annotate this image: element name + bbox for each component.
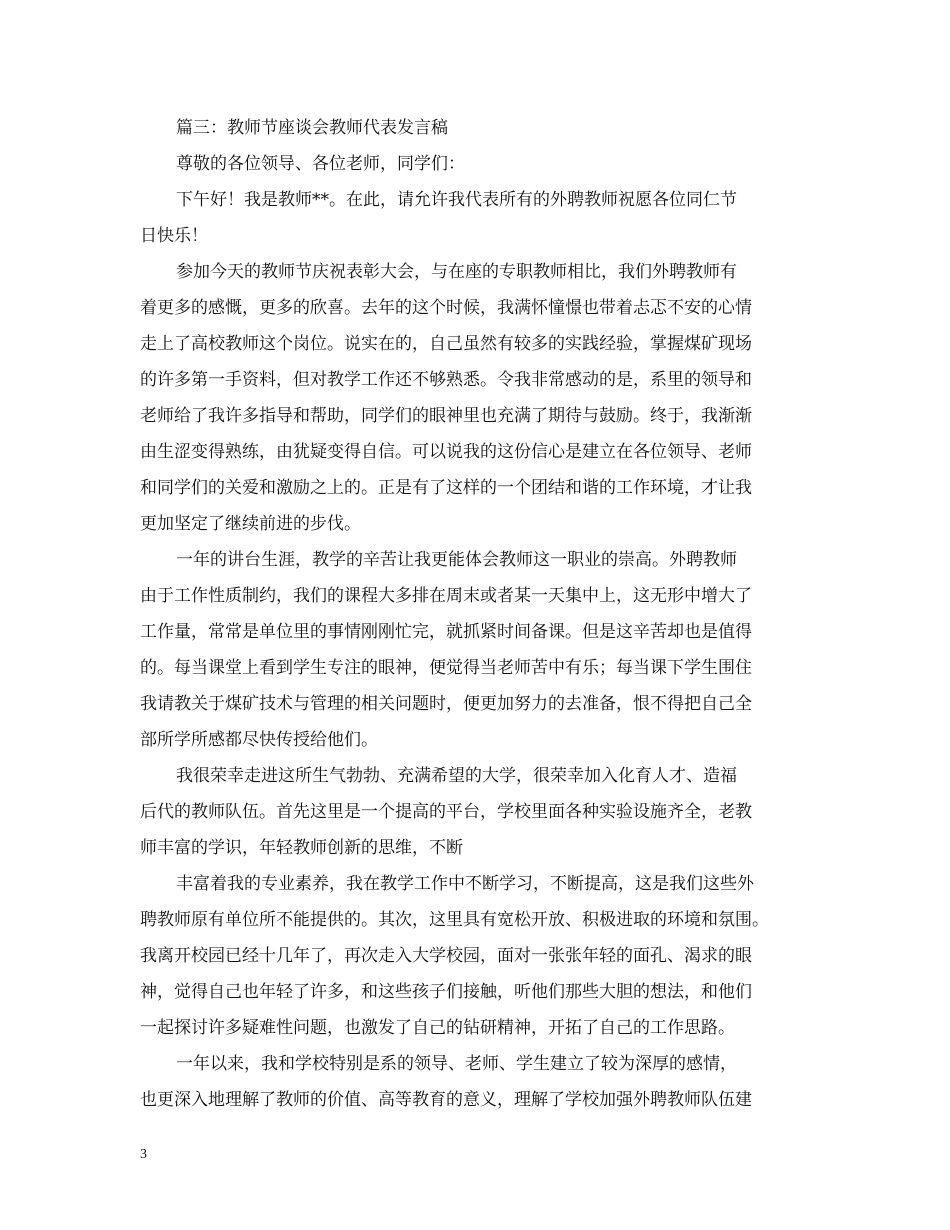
page-number: 3 [140,1147,147,1162]
text-line: 的许多第一手资料，但对教学工作还不够熟悉。令我非常感动的是，系里的领导和 [140,370,752,390]
text-line: 下午好！我是教师**。在此，请允许我代表所有的外聘教师祝愿各位同仁节 [176,190,737,210]
text-line: 着更多的感慨，更多的欣喜。去年的这个时候，我满怀憧憬也带着忐忑不安的心情 [140,298,752,318]
text-line: 丰富着我的专业素养，我在教学工作中不断学习，不断提高，这是我们这些外 [176,874,754,894]
text-line: 我请教关于煤矿技术与管理的相关问题时，便更加努力的去准备，恨不得把自己全 [140,694,752,714]
text-line: 的。每当课堂上看到学生专注的眼神，便觉得当老师苦中有乐；每当课下学生围住 [140,658,752,678]
text-line: 参加今天的教师节庆祝表彰大会，与在座的专职教师相比，我们外聘教师有 [176,262,737,282]
text-line: 老师给了我许多指导和帮助，同学们的眼神里也充满了期待与鼓励。终于，我渐渐 [140,406,752,426]
text-line: 也更深入地理解了教师的价值、高等教育的意义，理解了学校加强外聘教师队伍建 [140,1090,752,1110]
text-line: 一年的讲台生涯，教学的辛苦让我更能体会教师这一职业的崇高。外聘教师 [176,550,737,570]
text-line: 一起探讨许多疑难性问题，也激发了自己的钻研精神，开拓了自己的工作思路。 [140,1018,735,1038]
text-line: 由生涩变得熟练，由犹疑变得自信。可以说我的这份信心是建立在各位领导、老师 [140,442,752,462]
text-line: 由于工作性质制约，我们的课程大多排在周末或者某一天集中上，这无形中增大了 [140,586,752,606]
text-line: 我离开校园已经十几年了，再次走入大学校园，面对一张张年轻的面孔、渴求的眼 [140,946,752,966]
text-line: 部所学所感都尽快传授给他们。 [140,730,378,750]
text-line: 我很荣幸走进这所生气勃勃、充满希望的大学，很荣幸加入化育人才、造福 [176,766,737,786]
text-line: 一年以来，我和学校特别是系的领导、老师、学生建立了较为深厚的感情， [176,1054,737,1074]
text-line: 师丰富的学识，年轻教师创新的思维，不断 [140,838,463,858]
text-line: 日快乐！ [140,226,208,246]
text-line: 更加坚定了继续前进的步伐。 [140,514,361,534]
text-line: 工作量，常常是单位里的事情刚刚忙完，就抓紧时间备课。但是这辛苦却也是值得 [140,622,752,642]
text-line: 后代的教师队伍。首先这里是一个提高的平台，学校里面各种实验设施齐全，老教 [140,802,752,822]
section-heading: 篇三：教师节座谈会教师代表发言稿 [176,118,448,138]
text-line: 神，觉得自己也年轻了许多，和这些孩子们接触，听他们那些大胆的想法，和他们 [140,982,752,1002]
text-line: 和同学们的关爱和激励之上的。正是有了这样的一个团结和谐的工作环境，才让我 [140,478,752,498]
salutation-line: 尊敬的各位领导、各位老师，同学们： [176,154,465,174]
text-line: 走上了高校教师这个岗位。说实在的，自己虽然有较多的实践经验，掌握煤矿现场 [140,334,752,354]
text-line: 聘教师原有单位所不能提供的。其次，这里具有宽松开放、积极进取的环境和氛围。 [140,910,769,930]
